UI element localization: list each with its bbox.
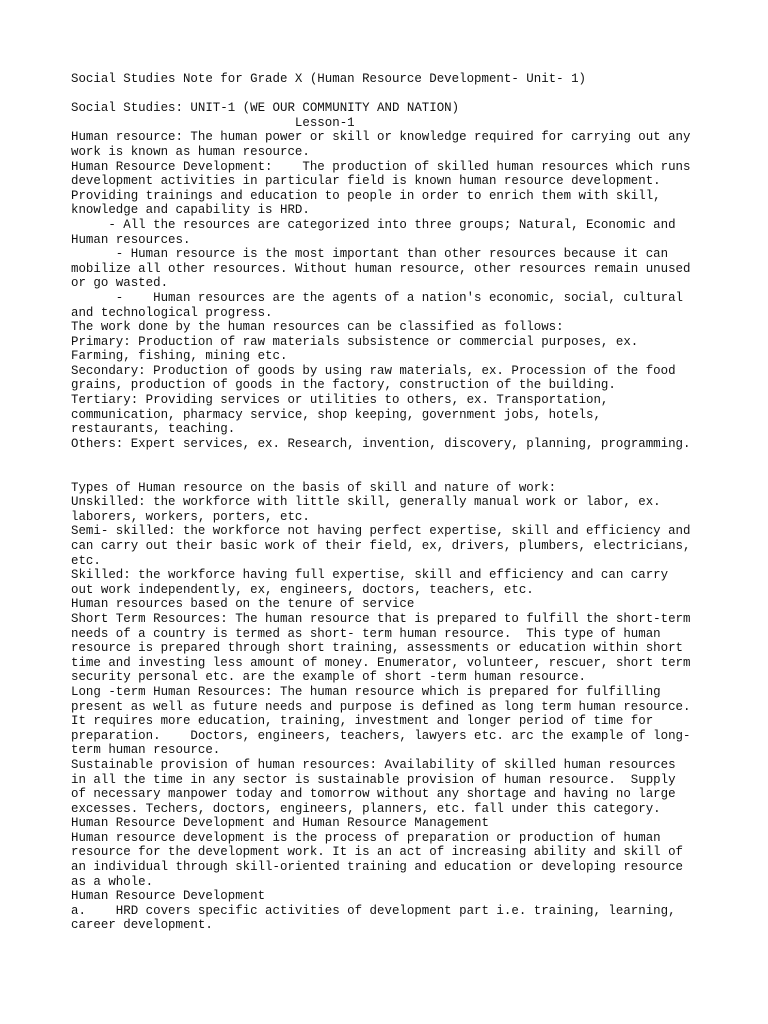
unit-title: Social Studies: UNIT-1 (WE OUR COMMUNITY AND NATION)	[71, 101, 460, 116]
blank-line	[71, 451, 711, 466]
blank-line	[71, 87, 711, 102]
text-line: can carry out their basic work of their field, ex, drivers, plumbers, electricians,	[71, 539, 691, 553]
text-line: Skilled: the workforce having full expertise, skill and efficiency and can carry	[71, 568, 669, 583]
lesson-title: Lesson-1	[71, 115, 355, 130]
text-line: preparation. Doctors, engineers, teachers, lawyers etc. arc the example of long-	[71, 728, 691, 743]
text-line: in all the time in any sector is sustainable provision of human resource. Supply	[71, 772, 676, 787]
text-line: Human resource development is the process of preparation or production of human	[71, 830, 661, 845]
text-line: Primary: Production of raw materials subsistence or commercial purposes, ex.	[71, 334, 639, 349]
text-line: It requires more education, training, investment and longer period of time for	[71, 714, 654, 729]
text-line: restaurants, teaching.	[71, 422, 236, 437]
text-line: - Human resources are the agents of a nation's economic, social, cultural	[71, 290, 684, 305]
text-line: excesses. Techers, doctors, engineers, planners, etc. fall under this category.	[71, 801, 661, 816]
text-line: grains, production of goods in the factory, construction of the building.	[71, 378, 616, 393]
text-line: and technological progress.	[71, 305, 273, 320]
text-line: development activities in particular field is known human resource development.	[71, 174, 661, 189]
text-line: Short Term Resources: The human resource that is prepared to fulfill the short-term	[71, 611, 691, 626]
document-heading: Social Studies Note for Grade X (Human Resource Development- Unit- 1)	[71, 72, 586, 86]
text-line: Sustainable provision of human resources: Availability of skilled human resources	[71, 757, 676, 772]
text-line: Providing trainings and education to people in order to enrich them with skill,	[71, 188, 661, 203]
text-line: The work done by the human resources can be classified as follows:	[71, 320, 564, 335]
text-line: resource is prepared through short training, assessments or education within short	[71, 641, 684, 656]
text-line: - Human resource is the most important than other resources because it can	[71, 247, 669, 262]
text-line: Tertiary: Providing services or utilities to others, ex. Transportation,	[71, 393, 609, 408]
text-line: etc.	[71, 553, 101, 568]
text-line: Farming, fishing, mining etc.	[71, 349, 288, 364]
text-line: Human resources based on the tenure of service	[71, 597, 415, 612]
text-line: time and investing less amount of money. Enumerator, volunteer, rescuer, short term	[71, 655, 691, 670]
text-line: Human Resource Development	[71, 889, 266, 904]
blank-line	[71, 466, 711, 481]
text-line: Others: Expert services, ex. Research, invention, discovery, planning, programming.	[71, 436, 691, 451]
text-line: out work independently, ex, engineers, doctors, teachers, etc.	[71, 582, 534, 597]
text-line: present as well as future needs and purpose is defined as long term human resource.	[71, 699, 691, 714]
text-line: Long -term Human Resources: The human resource which is prepared for fulfilling	[71, 684, 661, 699]
text-line: needs of a country is termed as short- term human resource. This type of human	[71, 626, 661, 641]
text-line: - All the resources are categorized into three groups; Natural, Economic and	[71, 217, 676, 232]
body-section-a	[71, 130, 711, 451]
text-line: Unskilled: the workforce with little skill, generally manual work or labor, ex.	[71, 495, 661, 510]
text-line: or go wasted.	[71, 276, 169, 291]
text-line: an individual through skill-oriented training and education or developing resource	[71, 860, 684, 875]
text-line: communication, pharmacy service, shop keeping, government jobs, hotels,	[71, 407, 601, 422]
text-line: career development.	[71, 918, 213, 933]
text-line: laborers, workers, porters, etc.	[71, 509, 310, 524]
text-line: Secondary: Production of goods by using raw materials, ex. Procession of the food	[71, 363, 676, 378]
text-line: of necessary manpower today and tomorrow without any shortage and having no large	[71, 787, 676, 802]
text-line: Human resource: The human power or skill or knowledge required for carrying out any	[71, 130, 691, 145]
text-line: Types of Human resource on the basis of skill and nature of work:	[71, 480, 557, 495]
text-line: work is known as human resource.	[71, 144, 310, 159]
text-line: Human Resource Development: The production of skilled human resources which runs	[71, 159, 691, 174]
body-section-b	[71, 481, 711, 933]
text-line: Human Resource Development and Human Resource Management	[71, 816, 489, 831]
text-line: Human resources.	[71, 232, 191, 247]
text-line: as a whole.	[71, 874, 154, 889]
text-line: term human resource.	[71, 743, 221, 758]
text-line: mobilize all other resources. Without human resource, other resources remain unused	[71, 261, 691, 276]
text-line: Semi- skilled: the workforce not having perfect expertise, skill and efficiency and	[71, 524, 691, 539]
text-line: a. HRD covers specific activities of development part i.e. training, learning,	[71, 903, 676, 918]
text-line: resource for the development work. It is an act of increasing ability and skill of	[71, 845, 684, 860]
text-line: knowledge and capability is HRD.	[71, 203, 310, 218]
document-page	[71, 72, 711, 933]
text-line: security personal etc. are the example of short -term human resource.	[71, 670, 586, 685]
